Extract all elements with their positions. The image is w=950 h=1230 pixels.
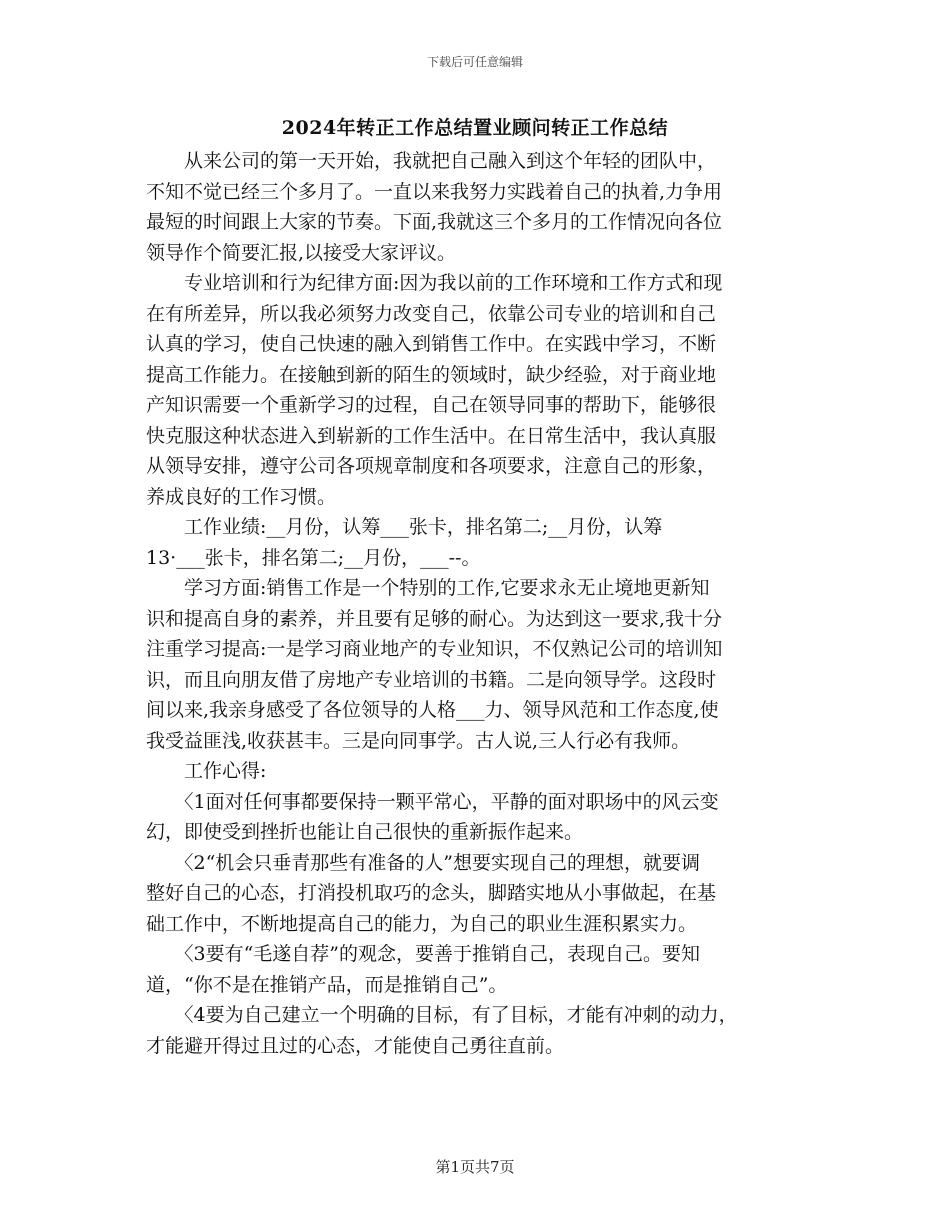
body-text-line: 〈2“机会只垂青那些有准备的人”想要实现自己的理想，就要调: [146, 851, 701, 874]
body-text-line: 才能避开得过且过的心态，才能使自己勇往直前。: [146, 1034, 565, 1057]
body-text-line: 不知不觉已经三个多月了。一直以来我努力实践着自己的执着,力争用: [146, 180, 723, 203]
body-text-line: 础工作中，不断地提高自己的能力，为自己的职业生涯积累实力。: [146, 912, 698, 935]
body-text-line: 快克服这种状态进入到崭新的工作生活中。在日常生活中，我认真服: [146, 424, 717, 447]
body-text-line: 工作心得:: [146, 760, 267, 782]
body-text-line: 从来公司的第一天开始，我就把自己融入到这个年轻的团队中，: [146, 150, 717, 172]
body-text-line: 道，“你不是在推销产品，而是推销自己”。: [146, 973, 508, 996]
body-text-line: 〈1面对任何事都要保持一颗平常心，平静的面对职场中的风云变: [146, 790, 719, 813]
page-footer: 第1页共7页: [435, 1158, 515, 1176]
body-text-line: 提高工作能力。在接触到新的陌生的领域时，缺少经验，对于商业地: [146, 363, 717, 386]
body-text-line: 认真的学习，使自己快速的融入到销售工作中。在实践中学习，不断: [146, 333, 717, 355]
body-text-line: 〈4要为自己建立一个明确的目标，有了目标，才能有冲刺的动力，: [146, 1004, 738, 1026]
body-text-line: 〈3要有“毛遂自荐”的观念，要善于推销自己，表现自己。要知: [146, 943, 701, 965]
body-text-line: 养成良好的工作习惯。: [146, 485, 337, 508]
body-text-line: 13·___张卡，排名第二;__月份，___--。: [146, 546, 481, 569]
body-text-line: 在有所差异，所以我必须努力改变自己，依靠公司专业的培训和自己: [146, 302, 717, 325]
body-text-line: 整好自己的心态，打消投机取巧的念头，脚踏实地从小事做起，在基: [146, 882, 717, 904]
body-text-line: 领导作个简要汇报,以接受大家评议。: [146, 241, 457, 264]
body-text-line: 专业培训和行为纪律方面:因为我以前的工作环境和工作方式和现: [146, 272, 723, 294]
page-header-note: 下载后可任意编辑: [426, 55, 523, 69]
body-text-line: 工作业绩:__月份，认筹___张卡，排名第二;__月份，认筹: [146, 516, 663, 538]
body-text-line: 最短的时间跟上大家的节奏。下面,我就这三个多月的工作情况向各位: [146, 211, 723, 233]
body-text-line: 我受益匪浅,收获甚丰。三是向同事学。古人说,三人行必有我师。: [146, 729, 691, 752]
body-text-line: 注重学习提高:一是学习商业地产的专业知识，不仅熟记公司的培训知: [146, 638, 723, 660]
body-text-line: 学习方面:销售工作是一个特别的工作,它要求永无止境地更新知: [146, 577, 710, 599]
document-body: [146, 146, 826, 1061]
document-title: 2024年转正工作总结置业顾问转正工作总结: [281, 117, 669, 139]
body-text-line: 识，而且向朋友借了房地产专业培训的书籍。二是向领导学。这段时: [146, 668, 717, 691]
body-text-line: 幻，即使受到挫折也能让自己很快的重新振作起来。: [146, 821, 584, 843]
body-text-line: 从领导安排，遵守公司各项规章制度和各项要求，注意自己的形象，: [146, 455, 717, 477]
body-text-line: 识和提高自身的素养，并且要有足够的耐心。为达到这一要求,我十分: [146, 607, 723, 630]
body-text-line: 间以来,我亲身感受了各位领导的人格___力、领导风范和工作态度,使: [146, 699, 719, 721]
body-text-line: 产知识需要一个重新学习的过程，自己在领导同事的帮助下，能够很: [146, 394, 717, 416]
